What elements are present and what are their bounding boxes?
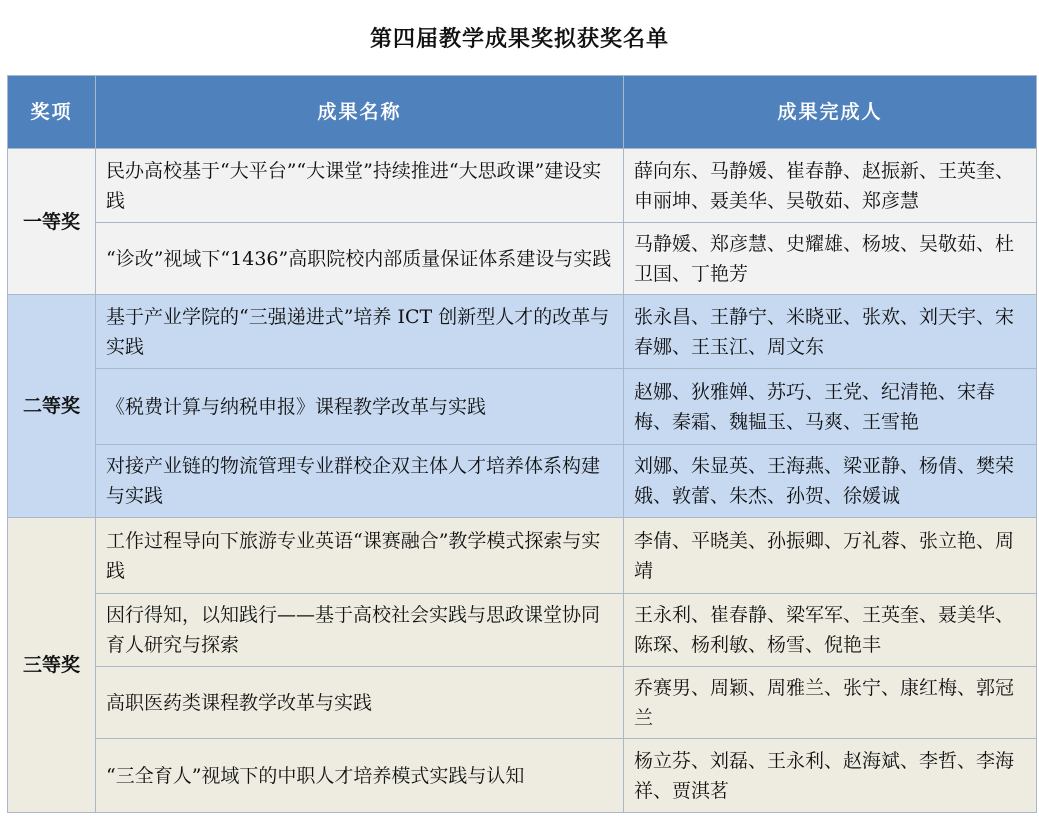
achievement-name-cell: 对接产业链的物流管理专业群校企双主体人才培养体系构建与实践 xyxy=(96,445,624,518)
table-row xyxy=(8,223,1037,295)
achievement-name-cell: 因行得知，以知践行——基于高校社会实践与思政课堂协同育人研究与探索 xyxy=(96,594,624,667)
contributors-cell: 薛向东、马静媛、崔春静、赵振新、王英奎、申丽坤、聂美华、吴敬茹、郑彦慧 xyxy=(624,149,1037,223)
table-row xyxy=(8,445,1037,518)
achievement-name-cell: “诊改”视域下“1436”高职院校内部质量保证体系建设与实践 xyxy=(96,223,624,295)
contributors-cell: 赵娜、狄雅婵、苏巧、王党、纪清艳、宋春梅、秦霜、魏韫玉、马爽、王雪艳 xyxy=(624,369,1037,445)
achievement-name-cell: 高职医药类课程教学改革与实践 xyxy=(96,667,624,739)
achievement-name-cell: 《税费计算与纳税申报》课程教学改革与实践 xyxy=(96,369,624,445)
award-level-cell: 三等奖 xyxy=(8,518,96,813)
header-name: 成果名称 xyxy=(96,76,624,149)
table-row xyxy=(8,369,1037,445)
table-row xyxy=(8,739,1037,813)
contributors-cell: 马静媛、郑彦慧、史耀雄、杨坡、吴敬茹、杜卫国、丁艳芳 xyxy=(624,223,1037,295)
achievement-name-cell: 基于产业学院的“三强递进式”培养 ICT 创新型人才的改革与实践 xyxy=(96,295,624,369)
achievement-name-cell: 民办高校基于“大平台”“大课堂”持续推进“大思政课”建设实践 xyxy=(96,149,624,223)
header-people: 成果完成人 xyxy=(624,76,1037,149)
table-header-row xyxy=(8,76,1037,149)
table-row xyxy=(8,295,1037,369)
award-level-cell: 一等奖 xyxy=(8,149,96,295)
table-row xyxy=(8,149,1037,223)
header-level: 奖项 xyxy=(8,76,96,149)
award-table xyxy=(7,75,1037,813)
award-level-cell: 二等奖 xyxy=(8,295,96,518)
contributors-cell: 杨立芬、刘磊、王永利、赵海斌、李哲、李海祥、贾淇茗 xyxy=(624,739,1037,813)
table-row xyxy=(8,518,1037,594)
page-title: 第四届教学成果奖拟获奖名单 xyxy=(369,26,669,52)
contributors-cell: 李倩、平晓美、孙振卿、万礼蓉、张立艳、周靖 xyxy=(624,518,1037,594)
table-row xyxy=(8,594,1037,667)
achievement-name-cell: 工作过程导向下旅游专业英语“课赛融合”教学模式探索与实践 xyxy=(96,518,624,594)
contributors-cell: 王永利、崔春静、梁军军、王英奎、聂美华、陈琛、杨利敏、杨雪、倪艳丰 xyxy=(624,594,1037,667)
contributors-cell: 乔赛男、周颖、周雅兰、张宁、康红梅、郭冠兰 xyxy=(624,667,1037,739)
contributors-cell: 张永昌、王静宁、米晓亚、张欢、刘天宇、宋春娜、王玉江、周文东 xyxy=(624,295,1037,369)
contributors-cell: 刘娜、朱显英、王海燕、梁亚静、杨倩、樊荣娥、敦蕾、朱杰、孙贺、徐媛诚 xyxy=(624,445,1037,518)
table-row xyxy=(8,667,1037,739)
achievement-name-cell: “三全育人”视域下的中职人才培养模式实践与认知 xyxy=(96,739,624,813)
